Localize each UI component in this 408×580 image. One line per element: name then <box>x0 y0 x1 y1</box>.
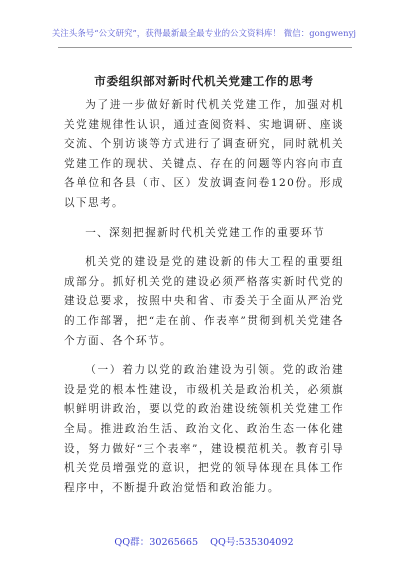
section-heading-1: 一、深刻把握新时代机关党建工作的重要环节 <box>85 226 326 239</box>
footer-qq-number: QQ号:535304092 <box>210 537 294 548</box>
document-body <box>64 96 344 508</box>
header-promo-note: 关注头条号“公文研究”，获得最新最全最专业的公文资料库！ 微信：gongwenyj <box>51 28 357 38</box>
document-title: 市委组织部对新时代机关党建工作的思考 <box>94 74 314 88</box>
footer-contact <box>0 534 408 548</box>
footer-qq-group: QQ群：30265665 <box>114 537 199 548</box>
header-divider <box>58 47 352 48</box>
intro-paragraph: 为了进一步做好新时代机关党建工作，加强对机关党建规律性认识，通过查阅资料、实地调研、座谈交流、个别访谈等方式进行了调查研究，同时就机关党建工作的现状、关键点、存在的问题等内容向市直各单位和各县（市、区）发放调查问卷120份。形成以下思考。 <box>64 99 344 209</box>
section-1-paragraph: 机关党的建设是党的建设新的伟大工程的重要组成部分。抓好机关党的建设必须严格落实新时代党的建设总要求，按照中央和省、市委关于全面从严治党的工作部署，把“走在前、作表率”贯彻到机关党建各个方面、各个环节。 <box>64 256 344 347</box>
subsection-1-paragraph: （一）着力以党的政治建设为引领。党的政治建设是党的根本性建设，市级机关是政治机关，必须旗帜鲜明讲政治，要以党的政治建设统领机关党建工作全局。推进政治生活、政治文化、政治生态一体化建设，努力做好“三个表率”，建设模范机关。教育引导机关党员增强党的意识，把党的领导体现在具体工作程序中，不断提升政治觉悟和政治能力。 <box>64 364 344 494</box>
